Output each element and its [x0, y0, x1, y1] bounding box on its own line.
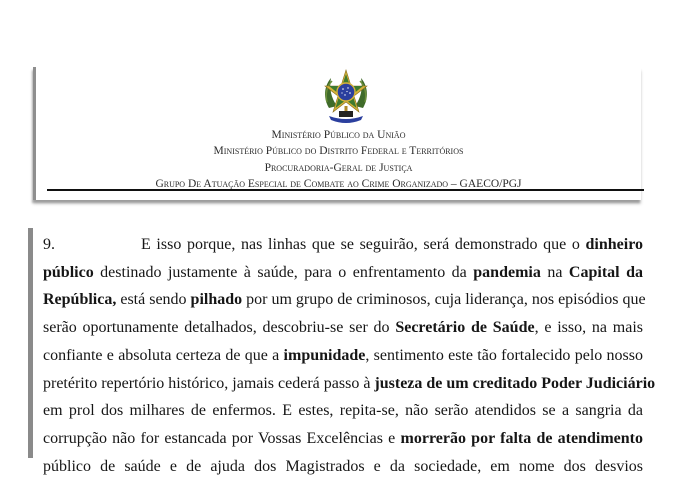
bold-text-run: Capital da	[568, 263, 643, 281]
text-run: serão oportunamente detalhados, descobriu-se ser do	[43, 319, 396, 337]
document-excerpt-panel	[28, 228, 680, 475]
header-divider	[47, 189, 644, 191]
bold-text-run: Secretário de Saúde	[395, 319, 535, 337]
letterhead-panel	[33, 67, 641, 200]
bold-text-run: pandemia	[473, 263, 541, 281]
paragraph-line	[43, 314, 643, 342]
bold-text-run: público	[43, 263, 94, 281]
text-run: está sendo	[116, 291, 191, 309]
text-run: em prol dos milhares de enfermos. E estes, repita-se, não serão atendidos se a sangria da	[43, 402, 643, 420]
letterhead-text	[36, 127, 641, 192]
bold-text-run: impunidade	[283, 346, 366, 364]
paragraph-line	[43, 342, 643, 370]
text-run: E isso porque, nas linhas que se seguirão, será demonstrado que o	[141, 236, 586, 253]
paragraph-line	[43, 397, 643, 425]
text-run: destinado justamente à saúde, para o enfrentamento da	[93, 263, 474, 281]
paragraph-number: 9.	[43, 236, 55, 253]
brazil-coat-of-arms-icon	[319, 68, 373, 126]
text-run: pretérito repertório histórico, jamais cederá passo à	[43, 374, 375, 392]
bold-text-run: República,	[43, 291, 117, 309]
bold-text-run: justeza de um creditado Poder Judiciário	[374, 374, 656, 392]
paragraph-line	[43, 425, 643, 453]
paragraph-9	[43, 231, 656, 475]
header-line-mpu: Ministério Público da União	[271, 129, 406, 141]
text-run: , e isso, na mais	[534, 319, 644, 337]
bold-text-run: dinheiro	[585, 236, 643, 253]
text-run: na	[540, 263, 569, 281]
text-run: público de saúde e de ajuda dos Magistrados e da sociedade, em nome dos desvios	[43, 457, 643, 475]
text-run: confiante e absoluta certeza de que a	[43, 346, 284, 364]
bold-text-run: pilhado	[190, 291, 243, 309]
paragraph-line-cut-off	[43, 453, 643, 475]
header-line-gaeco: Grupo De Atuação Especial de Combate ao Crime Organizado – GAECO/PGJ	[155, 177, 522, 190]
paragraph-line	[43, 259, 643, 287]
text-run: corrupção não for estancada por Vossas Excelências e	[43, 429, 401, 447]
text-run: , sentimento este tão fortalecido pelo nosso	[365, 346, 644, 364]
paragraph-line	[43, 286, 646, 314]
paragraph-line	[43, 370, 656, 398]
paragraph-line	[43, 231, 643, 259]
bold-text-run: morrerão por falta de atendimento	[400, 429, 643, 447]
header-line-mpdft: Ministério Público do Distrito Federal e Territórios	[213, 145, 464, 158]
header-line-pgj: Procuradoria-Geral de Justiça	[264, 161, 413, 174]
text-run: por um grupo de criminosos, cuja liderança, nos episódios que	[242, 291, 646, 309]
